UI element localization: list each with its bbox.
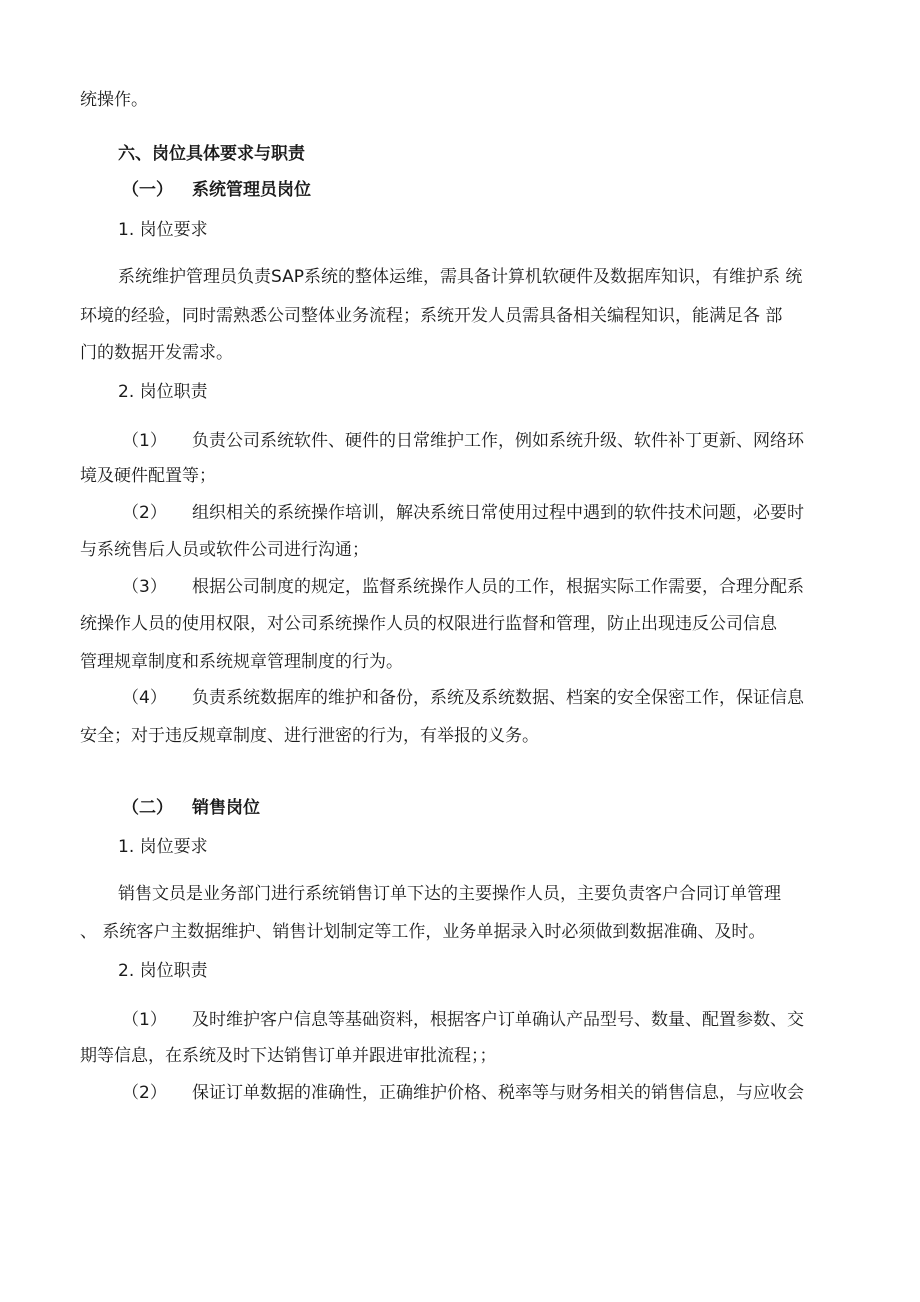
item-heading: 2. 岗位职责 [118,382,208,402]
item-heading: 1. 岗位要求 [118,837,208,857]
subsection-number: （一） [122,180,173,200]
list-item-text: 及时维护客户信息等基础资料，根据客户订单确认产品型号、数量、配置参数、交 [192,1010,804,1030]
paragraph-line: 、 系统客户主数据维护、销售计划制定等工作，业务单据录入时必须做到数据准确、及时。 [80,922,766,942]
paragraph-line: 环境的经验，同时需熟悉公司整体业务流程；系统开发人员需具备相关编程知识，能满足各 部 [80,306,783,326]
list-number: （2） [122,503,167,523]
paragraph-line: 销售文员是业务部门进行系统销售订单下达的主要操作人员，主要负责客户合同订单管理 [118,884,781,904]
list-item-text: 安全；对于违反规章制度、进行泄密的行为，有举报的义务。 [80,726,539,746]
text-line: 统操作。 [80,90,148,110]
list-item-text: 组织相关的系统操作培训，解决系统日常使用过程中遇到的软件技术问题，必要时 [192,503,804,523]
list-item-text: 保证订单数据的准确性，正确维护价格、税率等与财务相关的销售信息，与应收会 [192,1083,804,1103]
item-heading: 1. 岗位要求 [118,220,208,240]
list-number: （1） [122,431,167,451]
list-item-text: 根据公司制度的规定，监督系统操作人员的工作，根据实际工作需要，合理分配系 [192,577,804,597]
list-item-text: 与系统售后人员或软件公司进行沟通； [80,540,369,560]
list-number: （2） [122,1083,167,1103]
list-number: （3） [122,577,167,597]
list-item-text: 境及硬件配置等； [80,466,216,486]
list-item-text: 负责公司系统软件、硬件的日常维护工作，例如系统升级、软件补丁更新、网络环 [192,431,804,451]
paragraph-line: 系统维护管理员负责SAP系统的整体运维，需具备计算机软硬件及数据库知识，有维护系 统 [118,267,803,287]
paragraph-line: 门的数据开发需求。 [80,343,233,363]
list-item-text: 期等信息，在系统及时下达销售订单并跟进审批流程；； [80,1046,497,1066]
list-item-text: 管理规章制度和系统规章管理制度的行为。 [80,652,403,672]
subsection-title: 系统管理员岗位 [192,180,311,200]
list-number: （4） [122,688,167,708]
list-item-text: 负责系统数据库的维护和备份，系统及系统数据、档案的安全保密工作，保证信息 [192,688,804,708]
list-number: （1） [122,1010,167,1030]
list-item-text: 统操作人员的使用权限，对公司系统操作人员的权限进行监督和管理，防止出现违反公司信息 [80,614,777,634]
subsection-number: （二） [122,798,173,818]
subsection-title: 销售岗位 [192,798,260,818]
section-heading: 六、岗位具体要求与职责 [118,144,305,164]
item-heading: 2. 岗位职责 [118,961,208,981]
